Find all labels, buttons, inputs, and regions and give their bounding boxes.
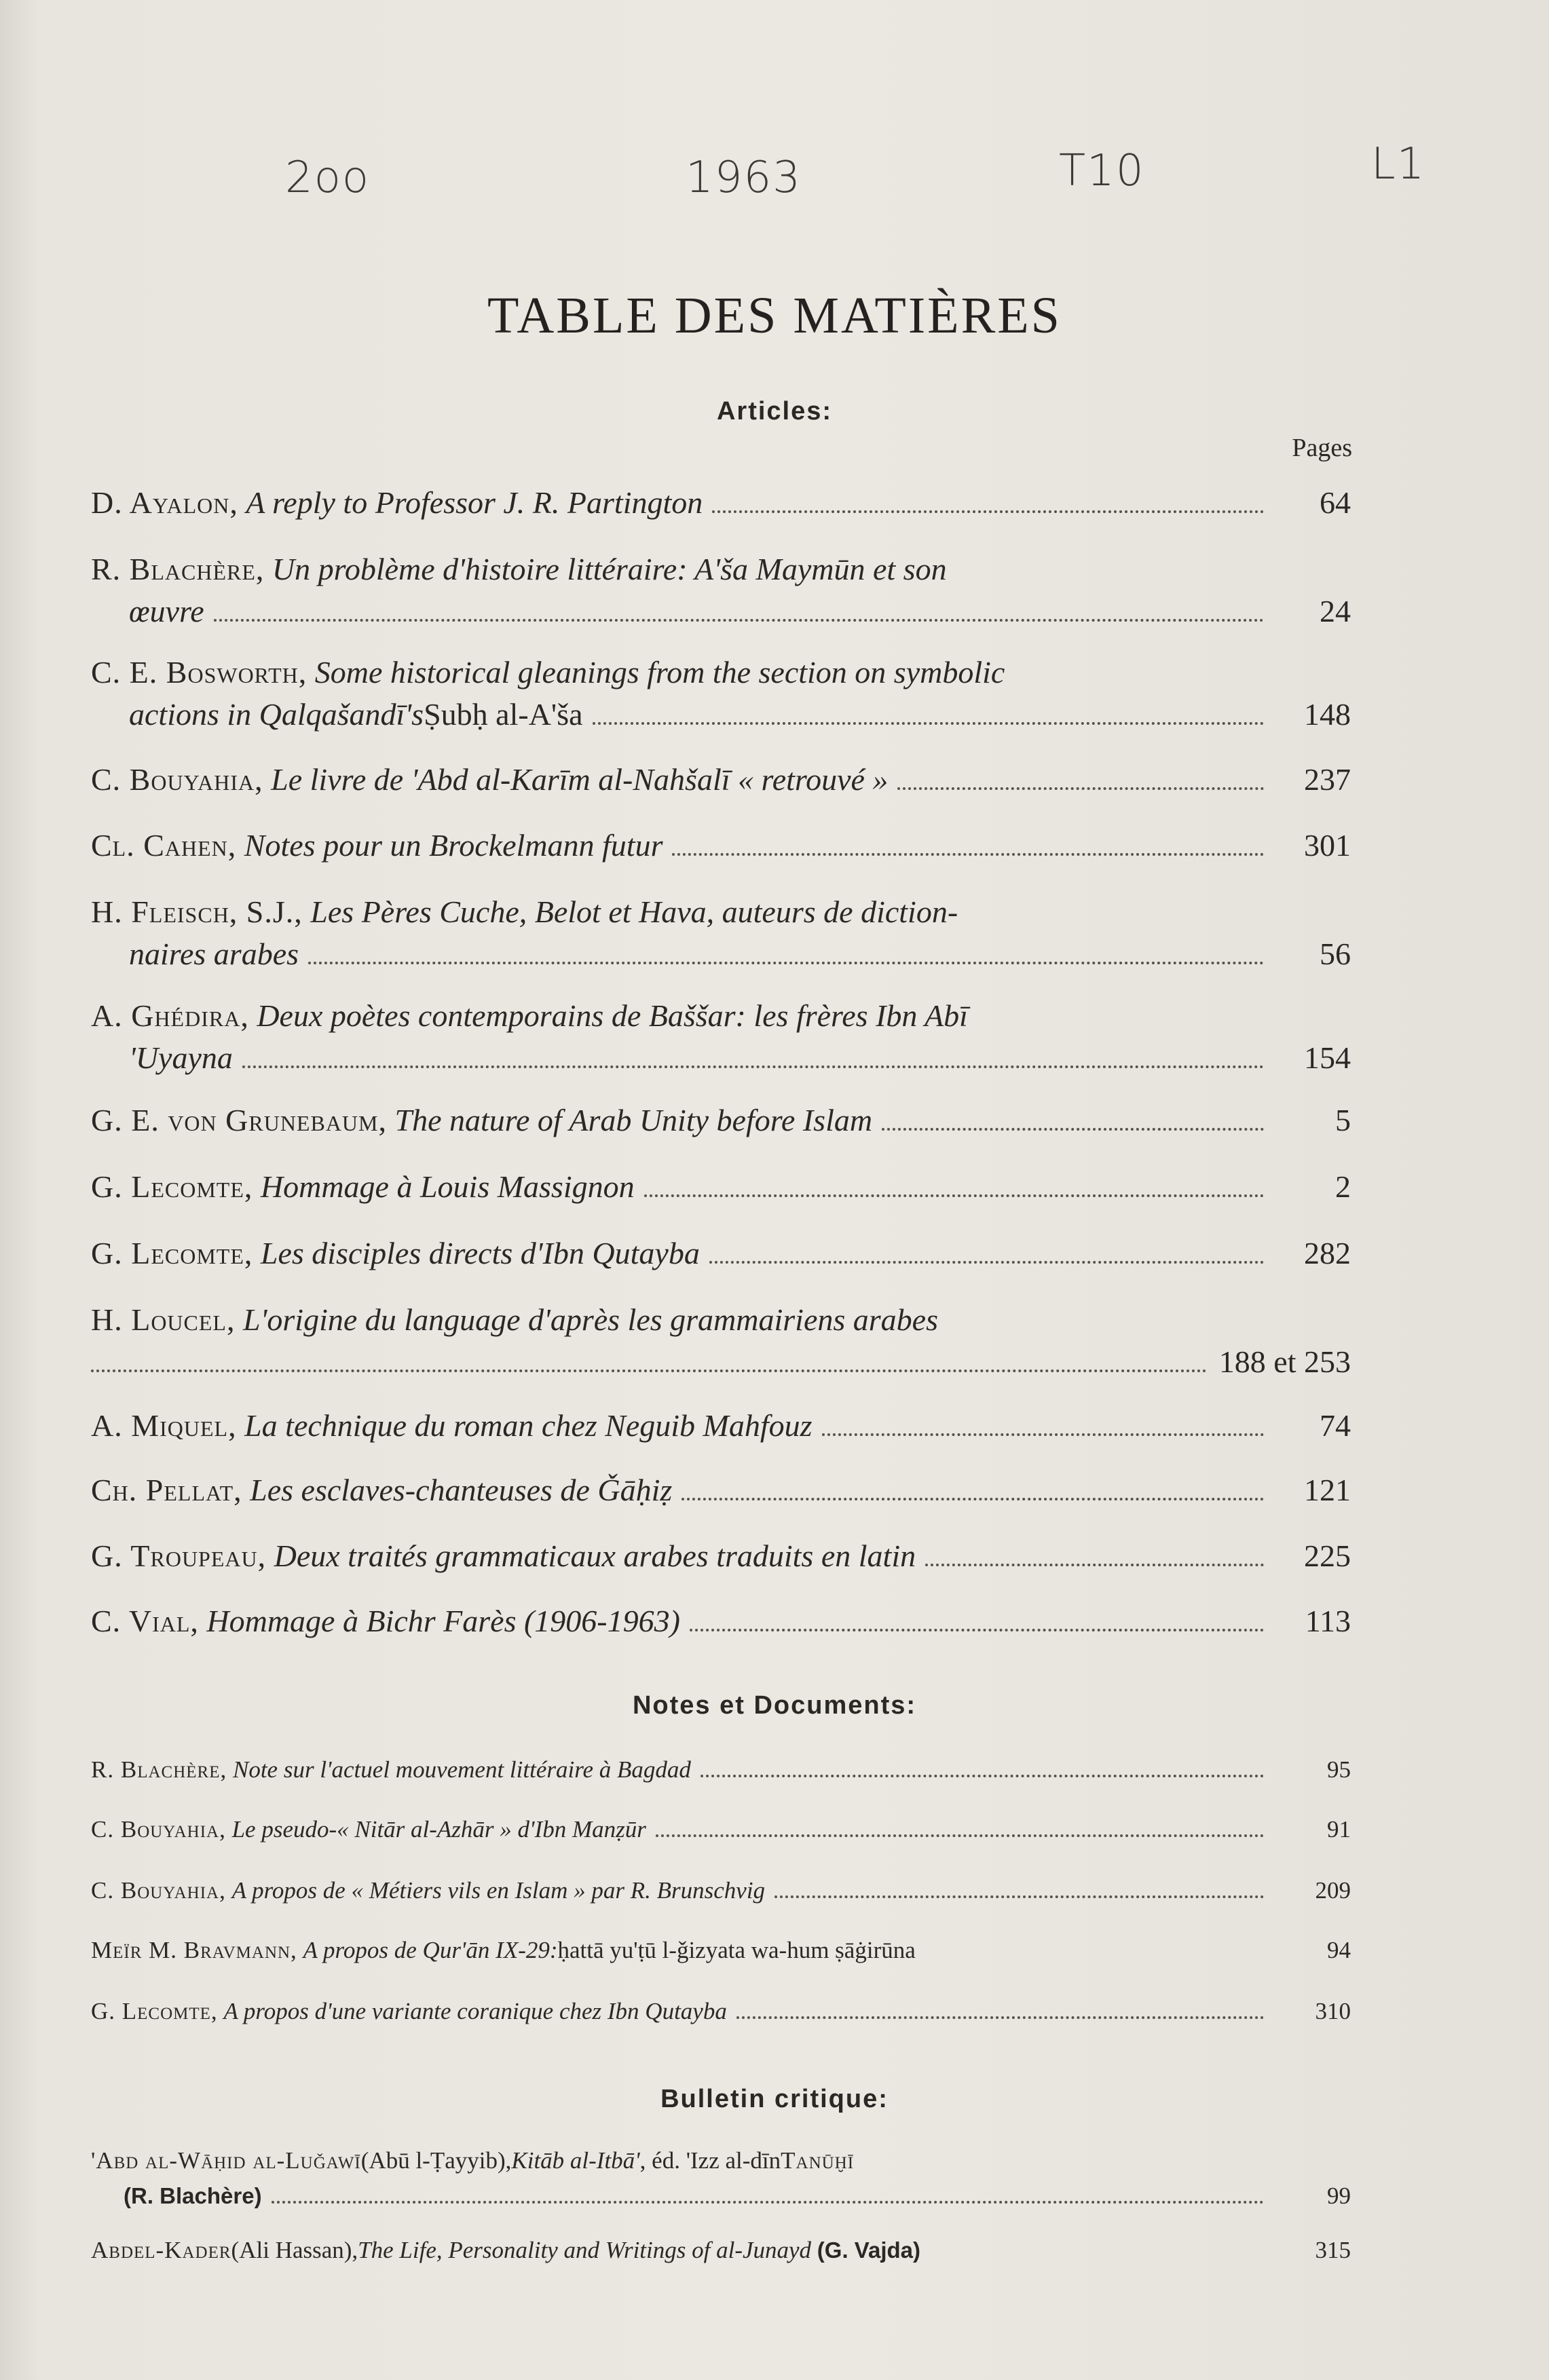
entry-page: 121 [1304, 1473, 1351, 1507]
entry-page: 64 [1320, 485, 1351, 520]
entry-author: R. Blachère, [91, 552, 265, 586]
leader-dots [882, 1128, 1264, 1131]
toc-entry [91, 1873, 1351, 1908]
entry-author: C. Vial, [91, 1604, 199, 1638]
entry-page: 94 [1327, 1937, 1351, 1963]
handwritten-note: T10 [1059, 146, 1145, 196]
toc-entry [91, 1812, 1351, 1847]
toc-entry [91, 548, 1351, 632]
leader-dots [593, 722, 1264, 725]
toc-entry [91, 1232, 1351, 1274]
leader-dots [712, 510, 1264, 513]
entry-page: 113 [1305, 1604, 1351, 1638]
toc-entry [91, 1469, 1351, 1511]
toc-entry [91, 759, 1351, 801]
entry-page: 301 [1304, 828, 1351, 863]
entry-title: A reply to Professor J. R. Partington [246, 485, 703, 520]
entry-author: G. E. von Grunebaum, [91, 1103, 387, 1137]
entry-title: A propos d'une variante coranique chez Ibn Qutayba [223, 1998, 727, 2024]
entry-author: Ch. Pellat, [91, 1473, 242, 1507]
leader-dots [656, 1834, 1264, 1837]
entry-title: The Life, Personality and Writings of al-Junayd [358, 2237, 812, 2263]
entry-title: Les Pères Cuche, Belot et Hava, auteurs de diction- [310, 894, 958, 929]
section-heading-bulletin: Bulletin critique: [660, 2085, 889, 2113]
entry-title: Un problème d'histoire littéraire: A'ša Maymūn et son [272, 552, 947, 586]
leader-dots [736, 2016, 1264, 2019]
entry-page: 99 [1327, 2183, 1351, 2209]
entry-title: Deux traités grammaticaux arabes traduits en latin [274, 1538, 916, 1573]
entry-title-continued: actions in Qalqašandī's [129, 697, 424, 732]
pages-column-header: Pages [1292, 434, 1352, 462]
entry-title: Les esclaves-chanteuses de Ǧāḥiẓ [250, 1473, 673, 1507]
entry-title: Le livre de 'Abd al-Karīm al-Nahšalī « retrouvé » [271, 762, 889, 797]
entry-page: 24 [1320, 594, 1351, 628]
leader-dots [272, 2201, 1264, 2204]
leader-dots [897, 787, 1264, 790]
toc-entry [91, 482, 1351, 524]
entry-title: L'origine du language d'après les grammairiens arabes [242, 1302, 938, 1337]
entry-author: G. Lecomte, [91, 1169, 253, 1204]
entry-page: 315 [1315, 2237, 1351, 2263]
entry-page: 282 [1304, 1236, 1351, 1270]
entry-title: Note sur l'actuel mouvement littéraire à Bagdad [232, 1756, 691, 1783]
entry-title: Hommage à Bichr Farès (1906-1963) [206, 1604, 680, 1638]
leader-dots [925, 1564, 1264, 1566]
entry-reviewer: (G. Vajda) [817, 2237, 921, 2263]
entry-author: C. E. Bosworth, [91, 655, 307, 690]
leader-dots [308, 962, 1264, 964]
toc-entry [91, 1535, 1351, 1577]
entry-page: 154 [1304, 1040, 1351, 1075]
toc-entry [91, 1994, 1351, 2029]
toc-entry [91, 1166, 1351, 1208]
entry-title-continued: œuvre [129, 594, 204, 628]
toc-entry [91, 1752, 1351, 1788]
handwritten-note: L1 [1371, 139, 1426, 189]
section-heading-notes: Notes et Documents: [632, 1691, 917, 1720]
leader-dots [822, 1433, 1264, 1436]
entry-title: La technique du roman chez Neguib Mahfouz [244, 1408, 813, 1443]
entry-page: 91 [1327, 1816, 1351, 1843]
entry-page: 188 et 253 [1218, 1344, 1351, 1379]
entry-title: The nature of Arab Unity before Islam [394, 1103, 873, 1137]
toc-entry [91, 891, 1351, 975]
handwritten-note: 1963 [686, 153, 802, 203]
entry-author: C. Bouyahia, [91, 1816, 226, 1843]
toc-entry [91, 651, 1351, 736]
leader-dots [690, 1629, 1264, 1631]
leader-dots [242, 1065, 1264, 1068]
entry-author: Abdel-Kader [91, 2237, 231, 2263]
entry-author: C. Bouyahia, [91, 762, 263, 797]
toc-entry [91, 825, 1351, 867]
entry-page: 237 [1304, 762, 1351, 797]
section-heading-articles: Articles: [716, 397, 833, 426]
toc-entry [91, 1099, 1351, 1141]
entry-author: G. Troupeau, [91, 1538, 267, 1573]
toc-entry [91, 1600, 1351, 1642]
entry-title: Notes pour un Brockelmann futur [244, 828, 663, 863]
entry-editor: Tanūḫī [781, 2147, 855, 2174]
entry-author: C. Bouyahia, [91, 1877, 226, 1904]
entry-title-continued: naires arabes [129, 937, 299, 971]
entry-page: 2 [1335, 1169, 1351, 1204]
entry-title: Hommage à Louis Massignon [260, 1169, 635, 1204]
entry-author: H. Fleisch, S.J., [91, 894, 303, 929]
entry-detail: , éd. 'Izz al-dīn [639, 2147, 781, 2174]
entry-title: Les disciples directs d'Ibn Qutayba [260, 1236, 700, 1270]
entry-author: A. Ghédira, [91, 998, 249, 1033]
entry-author: H. Loucel, [91, 1302, 236, 1337]
page-title: TABLE DES MATIÈRES [487, 287, 1062, 344]
toc-entry [91, 1405, 1351, 1447]
entry-title: Deux poètes contemporains de Baššar: les frères Ibn Abī [257, 998, 968, 1033]
entry-detail: (Abū l-Ṭayyib), [360, 2147, 512, 2174]
entry-page: 5 [1335, 1103, 1351, 1137]
handwritten-note: 2oo [285, 153, 371, 203]
entry-author: R. Blachère, [91, 1756, 227, 1783]
entry-title: Le pseudo-« Nitār al-Azhār » d'Ibn Manẓūr [231, 1816, 646, 1843]
leader-dots [214, 619, 1264, 622]
leader-dots [709, 1261, 1264, 1264]
entry-page: 148 [1304, 697, 1351, 732]
entry-author: D. Ayalon, [91, 485, 238, 520]
entry-page: 95 [1327, 1756, 1351, 1783]
entry-title: A propos de « Métiers vils en Islam » par R. Brunschvig [231, 1877, 766, 1904]
leader-dots [701, 1775, 1264, 1777]
entry-reviewer: (R. Blachère) [124, 2183, 262, 2208]
entry-title-roman: ḥattā yu'ṭū l-ǧizyata wa-hum ṣāġirūna [557, 1937, 916, 1963]
entry-author: Cl. Cahen, [91, 828, 237, 863]
entry-author: G. Lecomte, [91, 1236, 253, 1270]
toc-entry [91, 1299, 1351, 1383]
toc-entry [91, 1933, 1351, 1968]
toc-entry [91, 995, 1351, 1079]
entry-author: Meïr M. Bravmann, [91, 1937, 297, 1963]
entry-title-roman: Ṣubḥ al-A'ša [424, 697, 583, 732]
toc-entry [91, 2233, 1351, 2268]
entry-page: 310 [1315, 1998, 1351, 2024]
leader-dots [672, 853, 1264, 856]
entry-author: G. Lecomte, [91, 1998, 218, 2024]
entry-page: 209 [1315, 1877, 1351, 1904]
entry-author: 'Abd al-Wāḥid al-Luǧawī [91, 2147, 361, 2174]
toc-entry [91, 2143, 1351, 2214]
entry-page: 225 [1304, 1538, 1351, 1573]
leader-dots [644, 1194, 1264, 1197]
entry-page: 56 [1320, 937, 1351, 971]
entry-author: A. Miquel, [91, 1408, 237, 1443]
entry-detail: (Ali Hassan), [231, 2237, 358, 2263]
entry-page: 74 [1320, 1408, 1351, 1443]
entry-title: A propos de Qur'ān IX-29: [303, 1937, 558, 1963]
entry-title: Some historical gleanings from the section on symbolic [314, 655, 1005, 690]
leader-dots [91, 1370, 1207, 1372]
leader-dots [774, 1895, 1264, 1898]
entry-title: Kitāb al-Itbā' [511, 2147, 640, 2174]
leader-dots [682, 1498, 1264, 1500]
entry-title-continued: 'Uyayna [129, 1040, 233, 1075]
